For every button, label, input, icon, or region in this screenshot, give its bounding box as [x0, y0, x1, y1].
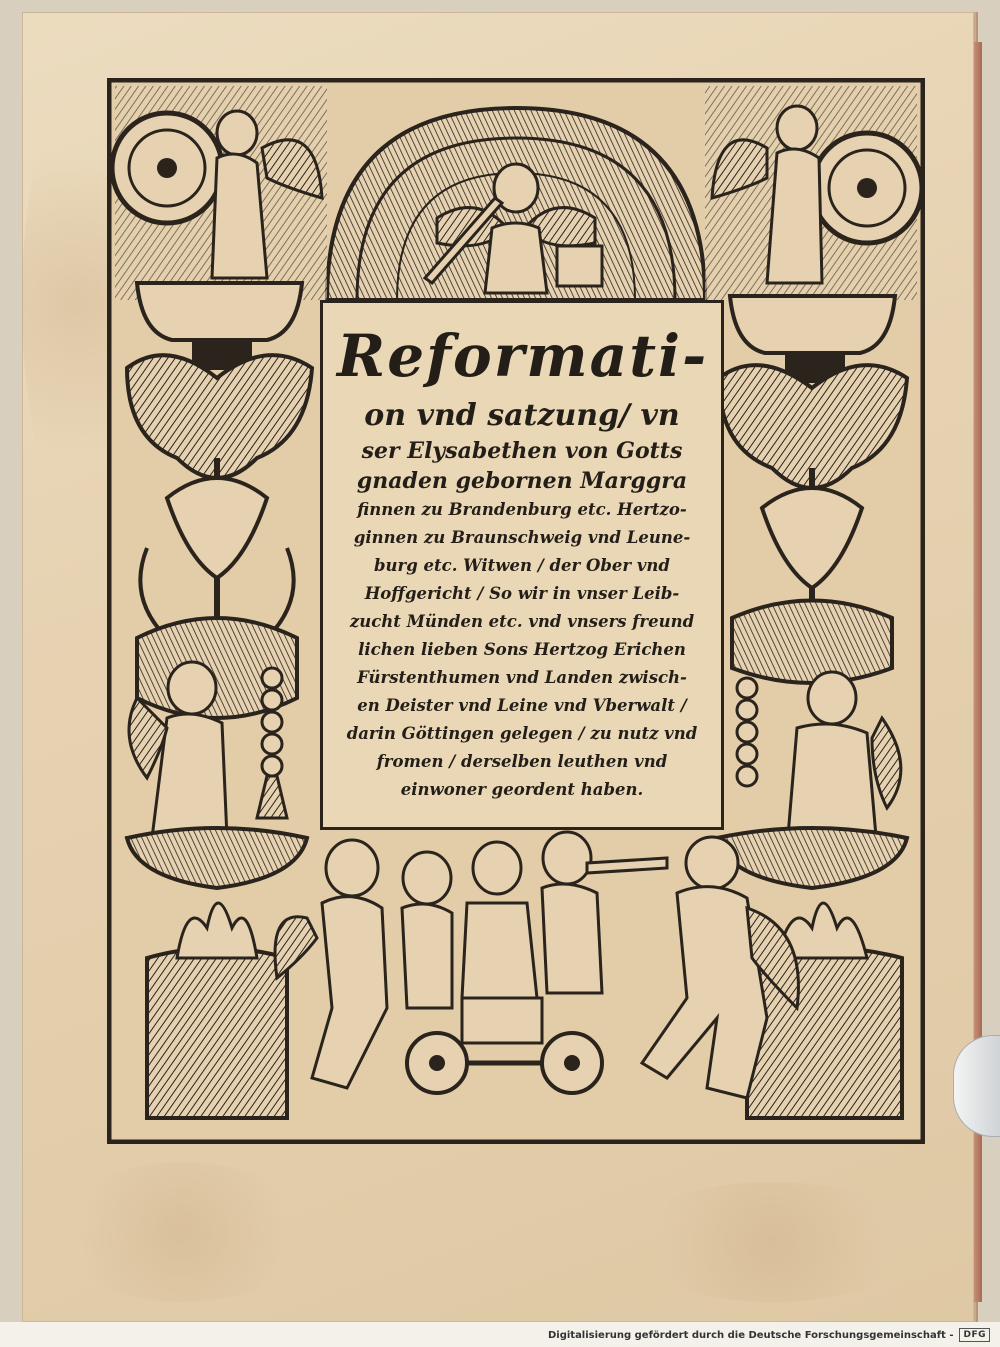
stain: [52, 1162, 312, 1302]
bottom-scene: [115, 828, 917, 1136]
digitization-credit: [548, 1328, 990, 1342]
body-line: en Deister vnd Leine vnd Vberwalt /: [357, 696, 687, 715]
body-line: ginnen zu Braunschweig vnd Leune-: [353, 528, 691, 547]
title-line: Reformati-: [337, 322, 709, 390]
credit-text: Digitalisierung gefördert durch die Deutsche Forschungsgemeinschaft -: [547, 1329, 954, 1341]
body-line: einwoner geordent haben.: [400, 780, 644, 799]
title-body: [337, 395, 707, 804]
body-line: zucht Münden etc. vnd vnsers freund: [349, 612, 695, 631]
body-line: finnen zu Brandenburg etc. Hertzo-: [357, 500, 687, 519]
body-line: fromen / derselben leuthen vnd: [376, 752, 668, 771]
title-line: on vnd satzung/ vn: [364, 398, 680, 433]
body-line: burg etc. Witwen / der Ober vnd: [374, 556, 670, 575]
body-line: darin Göttingen gelegen / zu nutz vnd: [346, 724, 698, 743]
stain: [622, 1182, 922, 1302]
body-line: Hoffgericht / So wir in vnser Leib-: [364, 584, 680, 603]
dfg-logo: DFG: [959, 1328, 990, 1342]
angel-body: [485, 223, 547, 293]
title-text-panel: [320, 300, 724, 830]
body-line: Fürstenthumen vnd Landen zwisch-: [357, 668, 687, 687]
body-line: ser Elysabethen von Gotts: [361, 438, 683, 464]
body-line: lichen lieben Sons Hertzog Erichen: [358, 640, 686, 659]
body-line: gnaden gebornen Marggra: [356, 468, 688, 494]
lectern: [557, 246, 602, 286]
